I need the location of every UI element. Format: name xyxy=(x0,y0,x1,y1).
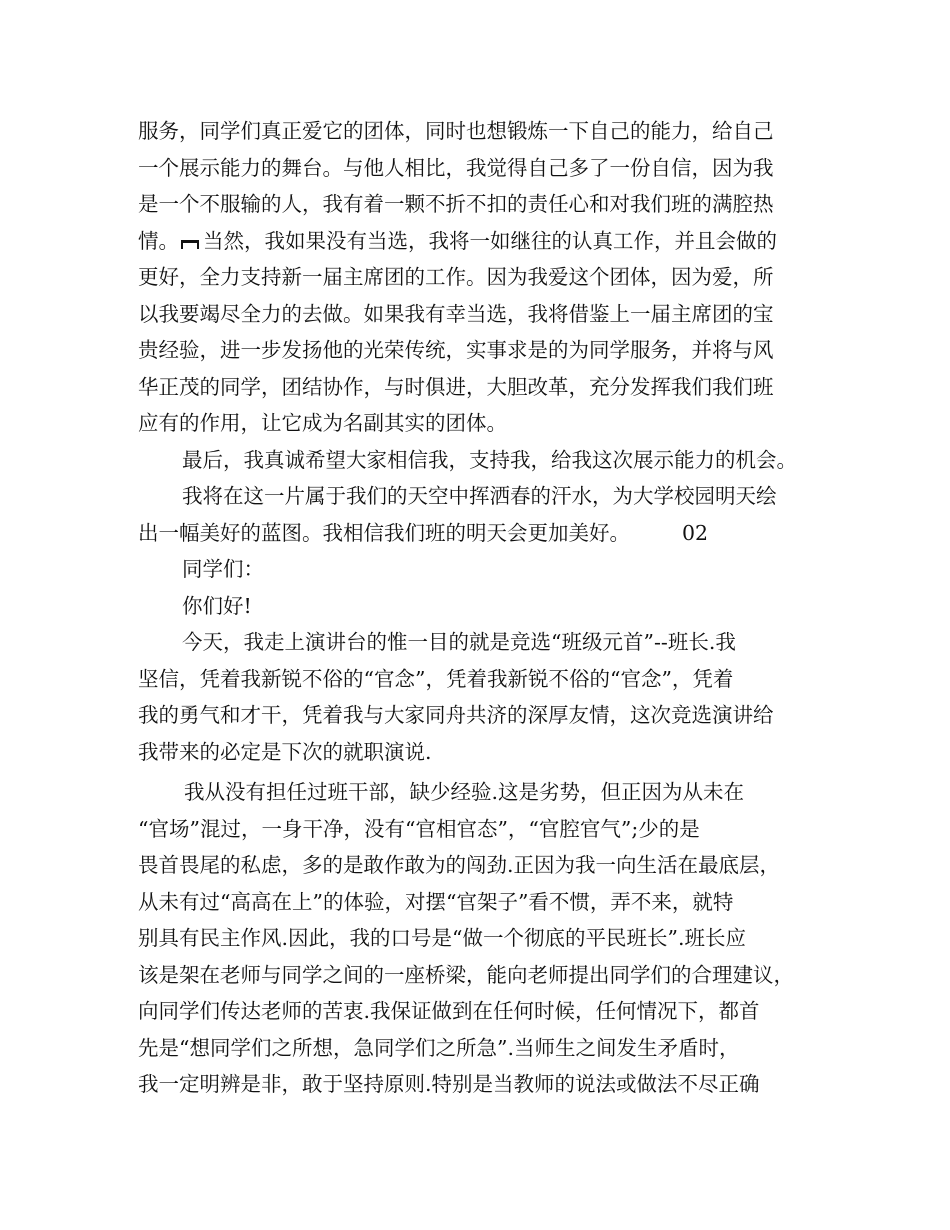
text-fragment: 情。 xyxy=(138,228,179,253)
section-number: 02 xyxy=(682,520,709,545)
text-line xyxy=(138,515,828,552)
text-fragment: 当然，我如果没有当选，我将一如继往的认真工作，并且会做的 xyxy=(203,228,777,253)
paragraph-line: 今天，我走上演讲台的惟一目的就是竞选“班级元首”--班长.我 xyxy=(182,630,736,654)
text-line: 一个展示能力的舞台。与他人相比，我觉得自己多了一份自信，因为我 xyxy=(138,155,774,180)
greeting: 你们好! xyxy=(182,593,252,618)
text-line: 向同学们传达老师的苦衷.我保证做到在任何时候，任何情况下，都首 xyxy=(138,999,760,1023)
text-line: 我带来的必定是下次的就职演说. xyxy=(138,739,432,764)
text-line: 畏首畏尾的私虑，多的是敢作敢为的闯劲.正因为我一向生活在最底层， xyxy=(138,853,781,877)
text-line: 我的勇气和才干，凭着我与大家同舟共济的深厚友情，这次竞选演讲给 xyxy=(138,703,774,727)
text-line: 应有的作用，让它成为名副其实的团体。 xyxy=(138,411,507,435)
text-line: 别具有民主作风.因此，我的口号是“做一个彻底的平民班长”.班长应 xyxy=(138,926,746,950)
text-line: 服务，同学们真正爱它的团体，同时也想锻炼一下自己的能力，给自己 xyxy=(138,119,774,143)
paragraph-line: 最后，我真诚希望大家相信我，支持我，给我这次展示能力的机会。 xyxy=(182,447,797,472)
text-line: 坚信，凭着我新锐不俗的“官念”，凭着我新锐不俗的“官念”，凭着 xyxy=(138,666,734,691)
stray-mark-icon xyxy=(179,235,201,249)
text-line: 该是架在老师与同学之间的一座桥梁，能向老师提出同学们的合理建议， xyxy=(138,962,794,987)
paragraph-line: 我从没有担任过班干部，缺少经验.这是劣势，但正因为从未在 xyxy=(184,780,745,804)
salutation: 同学们： xyxy=(182,557,264,581)
text-line: 是一个不服输的人，我有着一颗不折不扣的责任心和对我们班的满腔热 xyxy=(138,192,774,216)
text-line: 更好，全力支持新一届主席团的工作。因为我爱这个团体，因为爱，所 xyxy=(138,265,774,289)
text-line: 从未有过“高高在上”的体验，对摆“官架子”看不惯，弄不来，就特 xyxy=(138,889,734,914)
text-line: 先是“想同学们之所想，急同学们之所急”.当师生之间发生矛盾时， xyxy=(138,1035,740,1060)
text-fragment: 出一幅美好的蓝图。我相信我们班的明天会更加美好。 xyxy=(138,520,630,545)
text-line: 我一定明辨是非，敢于坚持原则.特别是当教师的说法或做法不尽正确 xyxy=(138,1072,760,1096)
text-line: 华正茂的同学，团结协作，与时俱进，大胆改革，充分发挥我们我们班 xyxy=(138,374,774,399)
speech-text xyxy=(138,113,828,1103)
text-line: “官场”混过，一身干净，没有“官相官态”，“官腔官气”;少的是 xyxy=(138,816,700,841)
text-line: 以我要竭尽全力的去做。如果我有幸当选，我将借鉴上一届主席团的宝 xyxy=(138,301,774,326)
text-line: 贵经验，进一步发扬他的光荣传统，实事求是的为同学服务，并将与风 xyxy=(138,338,774,362)
text-line xyxy=(138,223,828,260)
paragraph-line: 我将在这一片属于我们的天空中挥洒春的汗水，为大学校园明天绘 xyxy=(182,484,777,508)
